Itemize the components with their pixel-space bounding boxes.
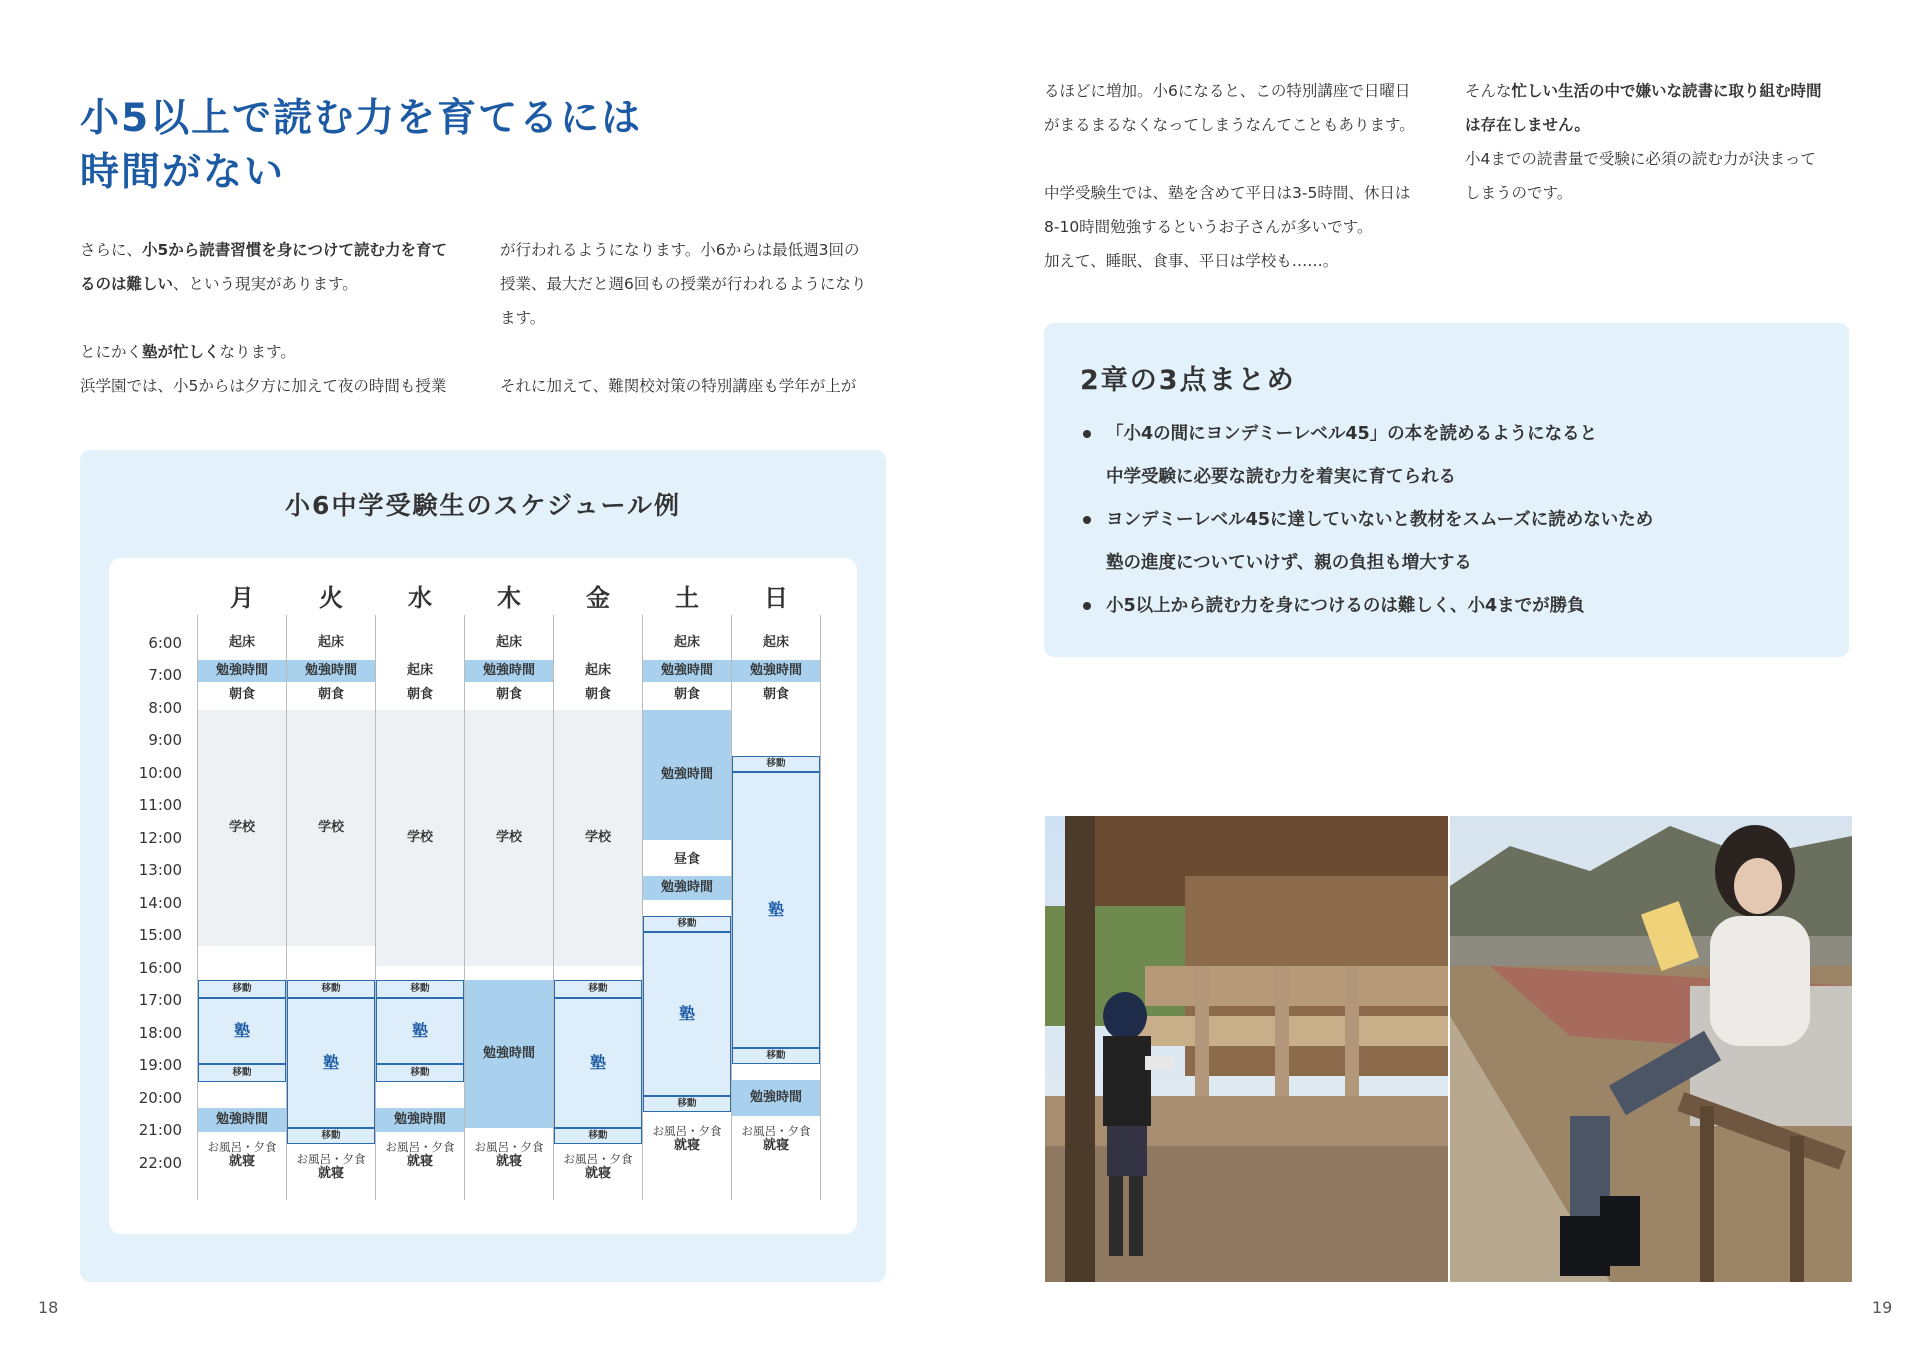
- lunch-block: 昼食: [673, 851, 700, 867]
- day-header-wed: 水: [408, 584, 432, 612]
- time-label: 6:00: [148, 634, 182, 652]
- juku-block: 塾: [287, 998, 375, 1128]
- bath-label: お風呂・夕食: [385, 1139, 455, 1154]
- emphasis-text: るのは難しい: [80, 275, 174, 293]
- time-label: 21:00: [138, 1121, 182, 1139]
- school-block: 学校: [287, 710, 375, 946]
- summary-point-3-line-1: 小5以上から読む力を身につけるのは難しく、小4までが勝負: [1106, 596, 1585, 616]
- move-block: 移動: [198, 1064, 286, 1082]
- time-label: 20:00: [138, 1089, 182, 1107]
- summary-point-2-line-2: 塾の進度についていけず、親の負担も増大する: [1106, 553, 1472, 573]
- time-label: 11:00: [138, 796, 182, 814]
- text-span: とにかく: [80, 343, 143, 361]
- time-label: 14:00: [138, 894, 182, 912]
- move-block: 移動: [554, 980, 642, 998]
- bath-label: お風呂・夕食: [207, 1139, 277, 1154]
- time-label: 16:00: [138, 959, 182, 977]
- summary-title: 2章の3点まとめ: [1080, 365, 1296, 396]
- bath-sleep-block: [465, 1136, 553, 1174]
- wake-block: 起床: [317, 634, 344, 650]
- paragraph-line: るほどに増加。小6になると、この特別講座で日曜日: [1044, 82, 1411, 100]
- study-block: 勉強時間: [732, 1080, 820, 1116]
- sleep-label: 就寝: [495, 1154, 522, 1170]
- sleep-label: 就寝: [317, 1166, 344, 1182]
- move-block: 移動: [198, 980, 286, 998]
- move-block: 移動: [376, 1064, 464, 1082]
- sleep-label: 就寝: [406, 1154, 433, 1170]
- move-block: 移動: [554, 1128, 642, 1144]
- study-block: 勉強時間: [643, 876, 731, 900]
- study-block: 勉強時間: [643, 710, 731, 840]
- page-number-left: 18: [38, 1298, 59, 1317]
- study-block: 勉強時間: [198, 1108, 286, 1132]
- time-label: 13:00: [138, 861, 182, 879]
- bath-sleep-block: [287, 1148, 375, 1186]
- page-number-right: 19: [1872, 1298, 1893, 1317]
- day-header-thu: 木: [497, 584, 521, 612]
- move-block: 移動: [643, 916, 731, 932]
- time-label: 9:00: [148, 731, 182, 749]
- juku-block: 塾: [554, 998, 642, 1128]
- study-block: 勉強時間: [287, 660, 375, 682]
- move-block: 移動: [732, 1048, 820, 1064]
- paragraph-line: しまうのです。: [1465, 184, 1573, 202]
- day-header-sun: 日: [764, 584, 788, 612]
- right-column-1: [1044, 74, 1444, 278]
- left-column-1: [80, 233, 480, 403]
- day-header-mon: 月: [230, 584, 254, 612]
- bath-label: お風呂・夕食: [474, 1139, 544, 1154]
- juku-block: 塾: [732, 772, 820, 1048]
- time-label: 19:00: [138, 1056, 182, 1074]
- juku-block: 塾: [198, 998, 286, 1064]
- bullet-icon: [1083, 516, 1091, 524]
- bath-sleep-block: [643, 1120, 731, 1158]
- summary-point-1-line-1: 「小4の間にヨンデミーレベル45」の本を読めるようになると: [1106, 424, 1598, 444]
- breakfast-block: 朝食: [406, 686, 433, 702]
- time-label: 22:00: [138, 1154, 182, 1172]
- juku-block: 塾: [643, 932, 731, 1096]
- study-block: 勉強時間: [465, 660, 553, 682]
- summary-point-2-line-1: ヨンデミーレベル45に達していないと教材をスムーズに読めないため: [1106, 510, 1654, 530]
- wake-block: 起床: [495, 634, 522, 650]
- move-block: 移動: [643, 1096, 731, 1112]
- paragraph-line: 加えて、睡眠、食事、平日は学校も……。: [1044, 252, 1339, 270]
- day-header-tue: 火: [319, 584, 343, 612]
- study-block: 勉強時間: [643, 660, 731, 682]
- breakfast-block: 朝食: [584, 686, 611, 702]
- emphasis-text: 忙しい生活の中で嫌いな読書に取り組む時間: [1511, 82, 1822, 100]
- wake-block: 起床: [406, 662, 433, 678]
- page-title: [80, 92, 642, 200]
- school-block: 学校: [376, 710, 464, 966]
- bath-sleep-block: [732, 1120, 820, 1158]
- move-block: 移動: [732, 756, 820, 772]
- breakfast-block: 朝食: [228, 686, 255, 702]
- school-block: 学校: [198, 710, 286, 946]
- study-block: 勉強時間: [465, 980, 553, 1128]
- move-block: 移動: [287, 1128, 375, 1144]
- bath-label: お風呂・夕食: [652, 1123, 722, 1138]
- paragraph-line: それに加えて、難関校対策の特別講座も学年が上が: [500, 377, 857, 395]
- school-block: 学校: [554, 710, 642, 966]
- breakfast-block: 朝食: [673, 686, 700, 702]
- breakfast-block: 朝食: [495, 686, 522, 702]
- sleep-label: 就寝: [228, 1154, 255, 1170]
- bath-label: お風呂・夕食: [563, 1151, 633, 1166]
- wake-block: 起床: [228, 634, 255, 650]
- column-divider: [820, 615, 821, 1200]
- study-block: 勉強時間: [732, 660, 820, 682]
- paragraph-line: がまるまるなくなってしまうなんてこともあります。: [1044, 116, 1415, 134]
- study-block: 勉強時間: [198, 660, 286, 682]
- bath-label: お風呂・夕食: [296, 1151, 366, 1166]
- right-column-2: [1465, 74, 1865, 210]
- day-header-sat: 土: [675, 584, 699, 612]
- breakfast-block: 朝食: [762, 686, 789, 702]
- paragraph-line: 小4までの読書量で受験に必須の読む力が決まって: [1465, 150, 1816, 168]
- text-span: そんな: [1465, 82, 1512, 100]
- emphasis-text: は存在しません。: [1465, 116, 1590, 134]
- bath-sleep-block: [376, 1136, 464, 1174]
- bullet-icon: [1083, 602, 1091, 610]
- wake-block: 起床: [673, 634, 700, 650]
- school-block: 学校: [465, 710, 553, 966]
- sleep-label: 就寝: [673, 1138, 700, 1154]
- time-label: 15:00: [138, 926, 182, 944]
- time-label: 12:00: [138, 829, 182, 847]
- bullet-icon: [1083, 430, 1091, 438]
- title-line-2: 時間がない: [80, 150, 286, 195]
- photo-girl-reading-railing: [1450, 816, 1852, 1282]
- breakfast-block: 朝食: [317, 686, 344, 702]
- day-header-fri: 金: [586, 584, 610, 612]
- sleep-label: 就寝: [584, 1166, 611, 1182]
- schedule-title: 小6中学受験生のスケジュール例: [285, 491, 681, 520]
- paragraph-line: 8-10時間勉強するというお子さんが多いです。: [1044, 218, 1373, 236]
- bath-sleep-block: [554, 1148, 642, 1186]
- paragraph-line: 浜学園では、小5からは夕方に加えて夜の時間も授業: [80, 377, 447, 395]
- emphasis-text: 塾が忙しく: [142, 343, 220, 361]
- move-block: 移動: [287, 980, 375, 998]
- text-span: さらに、: [80, 241, 143, 259]
- time-label: 17:00: [138, 991, 182, 1009]
- paragraph-line: が行われるようになります。小6からは最低週3回の: [500, 241, 860, 259]
- bath-label: お風呂・夕食: [741, 1123, 811, 1138]
- left-column-2: [500, 233, 900, 403]
- text-span: 、という現実があります。: [173, 275, 358, 293]
- wake-block: 起床: [584, 662, 611, 678]
- paragraph-line: 中学受験生では、塾を含めて平日は3-5時間、休日は: [1044, 184, 1411, 202]
- time-label: 18:00: [138, 1024, 182, 1042]
- paragraph-line: 授業、最大だと週6回もの授業が行われるようになり: [500, 275, 867, 293]
- move-block: 移動: [376, 980, 464, 998]
- summary-point-1-line-2: 中学受験に必要な読む力を着実に育てられる: [1106, 467, 1456, 487]
- title-line-1: 小5以上で読む力を育てるには: [80, 96, 643, 141]
- photo-boy-reading-temple: [1045, 816, 1448, 1282]
- sleep-label: 就寝: [762, 1138, 789, 1154]
- time-label: 7:00: [148, 666, 182, 684]
- time-label: 8:00: [148, 699, 182, 717]
- bath-sleep-block: [198, 1136, 286, 1174]
- text-span: なります。: [219, 343, 296, 361]
- emphasis-text: 小5から読書習慣を身につけて読む力を育て: [142, 241, 447, 259]
- juku-block: 塾: [376, 998, 464, 1064]
- wake-block: 起床: [762, 634, 789, 650]
- study-block: 勉強時間: [376, 1108, 464, 1132]
- paragraph-line: ます。: [500, 309, 546, 327]
- time-label: 10:00: [138, 764, 182, 782]
